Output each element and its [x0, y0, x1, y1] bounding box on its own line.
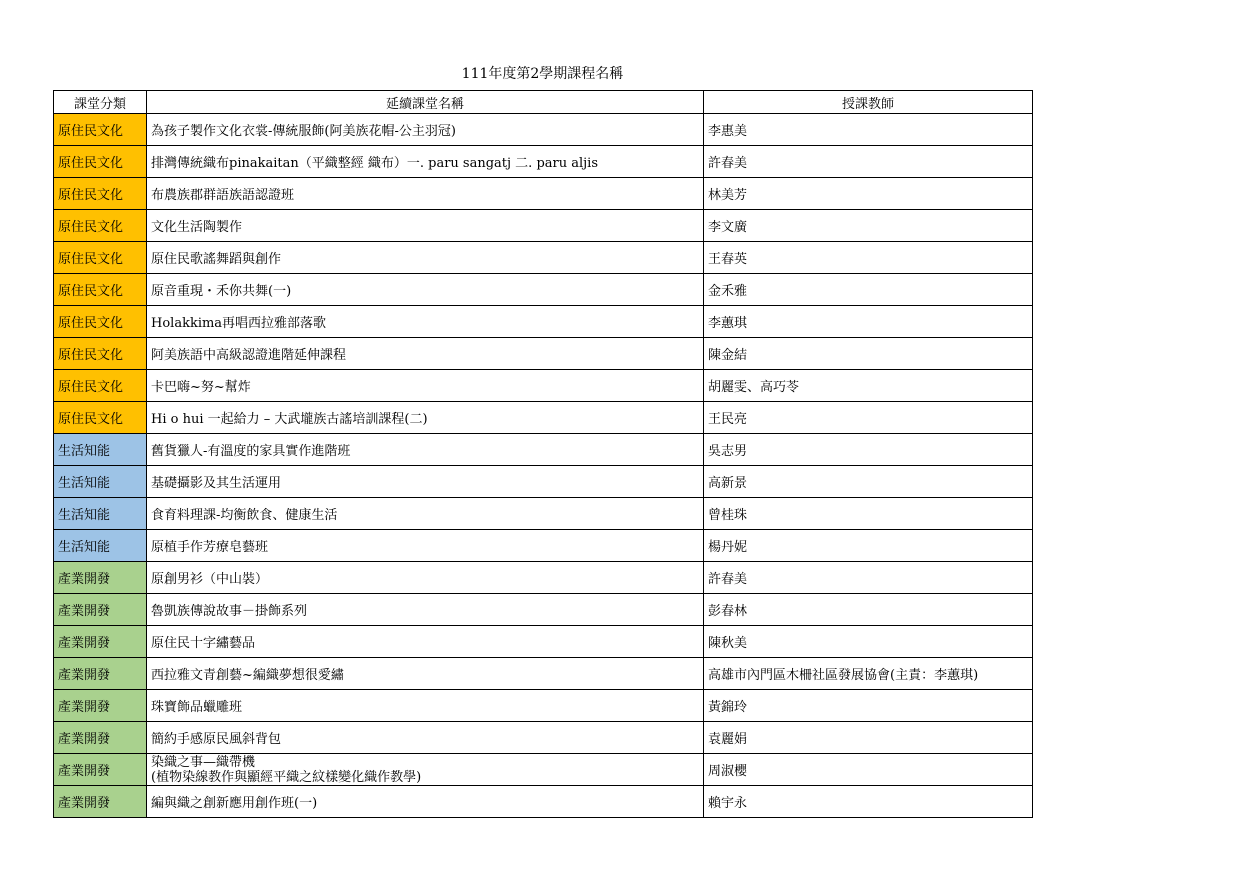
teacher-cell: 楊丹妮 — [704, 530, 1033, 562]
course-name-cell: 文化生活陶製作 — [147, 210, 704, 242]
course-name-cell: 編與織之創新應用創作班(一) — [147, 786, 704, 818]
category-cell: 產業開發 — [54, 722, 147, 754]
table-row — [54, 690, 1033, 722]
teacher-cell: 胡麗雯、高巧苓 — [704, 370, 1033, 402]
table-row — [54, 338, 1033, 370]
table-row — [54, 370, 1033, 402]
table-row — [54, 210, 1033, 242]
teacher-cell: 彭春林 — [704, 594, 1033, 626]
category-cell: 原住民文化 — [54, 306, 147, 338]
course-name-cell: 原植手作芳療皂藝班 — [147, 530, 704, 562]
table-row — [54, 242, 1033, 274]
teacher-cell: 高雄市內門區木柵社區發展協會(主責：李蕙琪) — [704, 658, 1033, 690]
category-cell: 生活知能 — [54, 498, 147, 530]
teacher-cell: 王民亮 — [704, 402, 1033, 434]
teacher-cell: 林美芳 — [704, 178, 1033, 210]
teacher-cell: 許春美 — [704, 146, 1033, 178]
header-course: 延續課堂名稱 — [147, 91, 704, 114]
category-cell: 原住民文化 — [54, 210, 147, 242]
course-name-cell: Holakkima再唱西拉雅部落歌 — [147, 306, 704, 338]
category-cell: 生活知能 — [54, 530, 147, 562]
table-row — [54, 434, 1033, 466]
course-name-cell: 排灣傳統織布pinakaitan（平織整經 織布）一. paru sangatj 二. paru aljis — [147, 146, 704, 178]
category-cell: 產業開發 — [54, 626, 147, 658]
page-title: 111年度第2學期課程名稱 — [461, 66, 624, 82]
category-cell: 產業開發 — [54, 754, 147, 786]
table-row — [54, 530, 1033, 562]
category-cell: 產業開發 — [54, 786, 147, 818]
course-name-cell: 基礎攝影及其生活運用 — [147, 466, 704, 498]
category-cell: 原住民文化 — [54, 114, 147, 146]
header-teacher: 授課教師 — [704, 91, 1033, 114]
category-cell: 產業開發 — [54, 690, 147, 722]
table-row — [54, 306, 1033, 338]
teacher-cell: 陳秋美 — [704, 626, 1033, 658]
course-name-cell: Hi o hui 一起給力 – 大武壠族古謠培訓課程(二) — [147, 402, 704, 434]
table-row — [54, 178, 1033, 210]
category-cell: 原住民文化 — [54, 274, 147, 306]
course-name-line: 染織之事—織帶機 — [151, 754, 256, 770]
table-row — [54, 466, 1033, 498]
table-row — [54, 498, 1033, 530]
teacher-cell: 金禾雅 — [704, 274, 1033, 306]
course-name-cell: 原創男衫（中山裝） — [147, 562, 704, 594]
category-cell: 原住民文化 — [54, 178, 147, 210]
course-name-cell: 食育料理課-均衡飲食、健康生活 — [147, 498, 704, 530]
course-name-cell: 簡約手感原民風斜背包 — [147, 722, 704, 754]
course-name-line: (植物染線教作與顯經平織之紋樣變化織作教學) — [151, 769, 422, 785]
teacher-cell: 賴宇永 — [704, 786, 1033, 818]
teacher-cell: 李文廣 — [704, 210, 1033, 242]
table-row — [54, 722, 1033, 754]
teacher-cell: 袁麗娟 — [704, 722, 1033, 754]
table-row — [54, 402, 1033, 434]
category-cell: 生活知能 — [54, 466, 147, 498]
teacher-cell: 陳金結 — [704, 338, 1033, 370]
category-cell: 原住民文化 — [54, 370, 147, 402]
category-cell: 生活知能 — [54, 434, 147, 466]
teacher-cell: 曾桂珠 — [704, 498, 1033, 530]
teacher-cell: 李惠美 — [704, 114, 1033, 146]
teacher-cell: 高新景 — [704, 466, 1033, 498]
course-name-cell: 魯凱族傳說故事－掛飾系列 — [147, 594, 704, 626]
table-row — [54, 146, 1033, 178]
course-table — [53, 90, 1033, 818]
course-name-cell: 卡巴嗨~努~幫炸 — [147, 370, 704, 402]
teacher-cell: 王春英 — [704, 242, 1033, 274]
course-name-cell: 布農族郡群語族語認證班 — [147, 178, 704, 210]
course-name-cell: 西拉雅文青創藝~編織夢想很愛繡 — [147, 658, 704, 690]
teacher-cell: 許春美 — [704, 562, 1033, 594]
table-row — [54, 786, 1033, 818]
teacher-cell: 黃錦玲 — [704, 690, 1033, 722]
course-name-cell — [147, 754, 704, 786]
category-cell: 原住民文化 — [54, 242, 147, 274]
course-name-cell: 為孩子製作文化衣裳-傳統服飾(阿美族花帽-公主羽冠) — [147, 114, 704, 146]
table-row — [54, 594, 1033, 626]
table-header-row — [54, 91, 1033, 114]
category-cell: 原住民文化 — [54, 338, 147, 370]
table-row — [54, 274, 1033, 306]
category-cell: 產業開發 — [54, 594, 147, 626]
table-row — [54, 562, 1033, 594]
category-cell: 原住民文化 — [54, 402, 147, 434]
category-cell: 原住民文化 — [54, 146, 147, 178]
course-name-cell: 舊貨獵人-有溫度的家具實作進階班 — [147, 434, 704, 466]
category-cell: 產業開發 — [54, 562, 147, 594]
course-name-cell: 珠寶飾品蠟雕班 — [147, 690, 704, 722]
table-row — [54, 658, 1033, 690]
course-name-cell: 原住民歌謠舞蹈與創作 — [147, 242, 704, 274]
teacher-cell: 周淑櫻 — [704, 754, 1033, 786]
teacher-cell: 吳志男 — [704, 434, 1033, 466]
table-row — [54, 114, 1033, 146]
header-category: 課堂分類 — [54, 91, 147, 114]
category-cell: 產業開發 — [54, 658, 147, 690]
teacher-cell: 李蕙琪 — [704, 306, 1033, 338]
table-row — [54, 626, 1033, 658]
course-name-cell: 阿美族語中高級認證進階延伸課程 — [147, 338, 704, 370]
table-row — [54, 754, 1033, 786]
course-name-cell: 原住民十字繡藝品 — [147, 626, 704, 658]
course-name-cell: 原音重現・禾你共舞(一) — [147, 274, 704, 306]
